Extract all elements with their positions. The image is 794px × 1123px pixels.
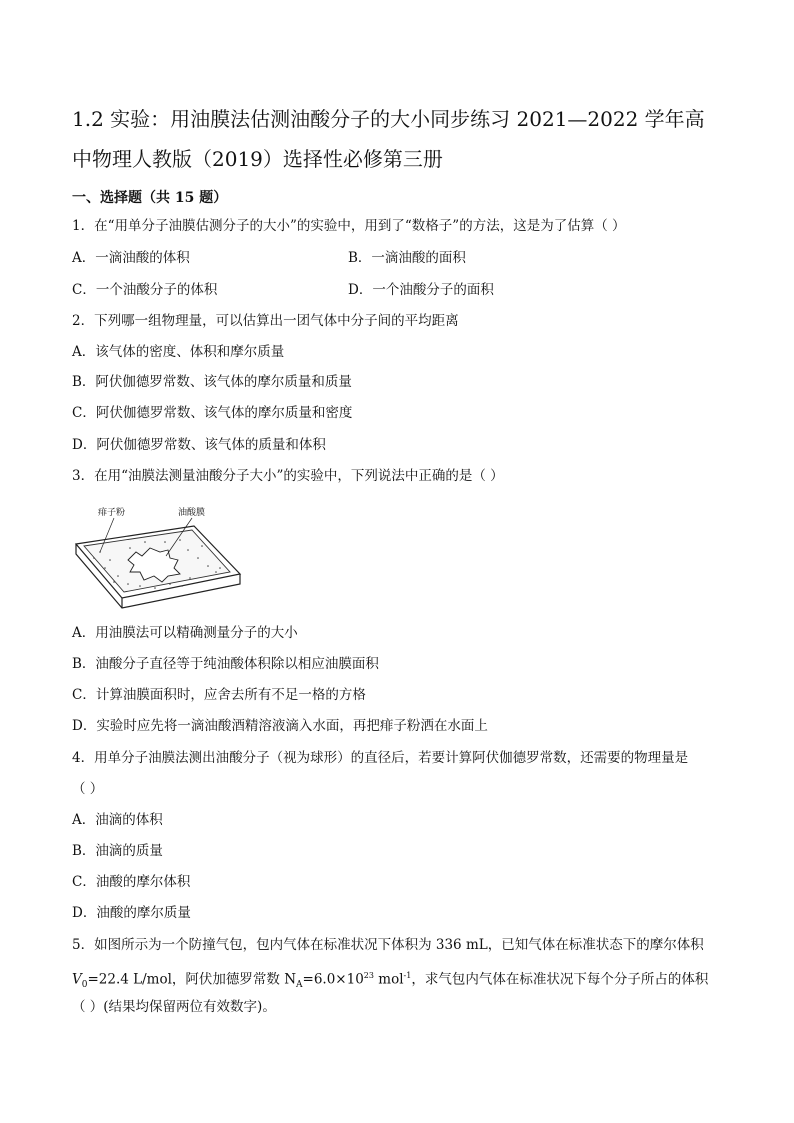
question-2-option-c: C．阿伏伽德罗常数、该气体的摩尔质量和密度 [72, 405, 353, 421]
symbol-v: V [72, 971, 82, 988]
symbol-na-subscript: A [296, 980, 303, 991]
question-2-option-a: A．该气体的密度、体积和摩尔质量 [72, 344, 285, 360]
symbol-v-subscript: 0 [81, 980, 88, 991]
question-5-text-d: ，求气包内气体在标准状况下每个分子所占的体积 [411, 971, 709, 988]
question-2-stem: 2．下列哪一组物理量，可以估算出一团气体中分子间的平均距离 [72, 313, 459, 329]
question-3-option-b: B．油酸分子直径等于纯油酸体积除以相应油膜面积 [72, 656, 379, 672]
section-heading: 一、选择题（共 15 题） [72, 190, 228, 206]
question-5-text-b: =6.0×10 [302, 971, 364, 988]
question-4-option-a: A．油滴的体积 [72, 812, 163, 828]
tray-illustration [70, 502, 250, 612]
question-3-option-d: D．实验时应先将一滴油酸酒精溶液滴入水面，再把痱子粉洒在水面上 [72, 718, 488, 734]
exponent-minus-1: -1 [403, 971, 412, 980]
question-5-line2 [72, 967, 708, 994]
document-title-line2: 中物理人教版（2019）选择性必修第三册 [72, 147, 443, 171]
question-3-option-c: C．计算油膜面积时，应舍去所有不足一格的方格 [72, 687, 366, 703]
label-oil-film: 油酸膜 [178, 508, 206, 518]
document-title-line1: 1.2 实验：用油膜法估测油酸分子的大小同步练习 2021—2022 学年高 [72, 107, 705, 131]
question-1-option-d: D．一个油酸分子的面积 [348, 282, 494, 298]
question-3-stem: 3．在用“油膜法测量油酸分子大小”的实验中，下列说法中正确的是（ ） [72, 468, 504, 484]
question-1-option-c: C．一个油酸分子的体积 [72, 282, 218, 298]
question-2-option-b: B．阿伏伽德罗常数、该气体的摩尔质量和质量 [72, 374, 352, 390]
question-4-option-c: C．油酸的摩尔体积 [72, 874, 191, 890]
question-5-text-c: mol [373, 971, 404, 988]
label-powder: 痱子粉 [98, 508, 126, 518]
question-5-stem: 5．如图所示为一个防撞气包，包内气体在标准状况下体积为 336 mL，已知气体在标准状态下的摩尔体积 [72, 937, 704, 953]
question-2-option-d: D．阿伏伽德罗常数、该气体的质量和体积 [72, 437, 326, 453]
question-1-stem: 1．在“用单分子油膜估测分子的大小”的实验中，用到了“数格子”的方法，这是为了估算（ ） [72, 218, 626, 234]
question-5-line3: （ ）(结果均保留两位有效数字)。 [72, 999, 276, 1015]
question-4-stem: 4．用单分子油膜法测出油酸分子（视为球形）的直径后，若要计算阿伏伽德罗常数，还需要的物理量是 [72, 750, 689, 766]
question-4-stem-blank: （ ） [72, 781, 104, 797]
oil-film-tray-figure [70, 502, 250, 612]
question-1-option-b: B．一滴油酸的面积 [348, 250, 466, 266]
exponent-23: 23 [363, 971, 374, 980]
question-4-option-b: B．油滴的质量 [72, 843, 163, 859]
question-3-option-a: A．用油膜法可以精确测量分子的大小 [72, 625, 298, 641]
question-4-option-d: D．油酸的摩尔质量 [72, 905, 191, 921]
question-1-option-a: A．一滴油酸的体积 [72, 250, 190, 266]
question-5-text-a: =22.4 L/mol，阿伏加德罗常数 N [87, 971, 297, 988]
